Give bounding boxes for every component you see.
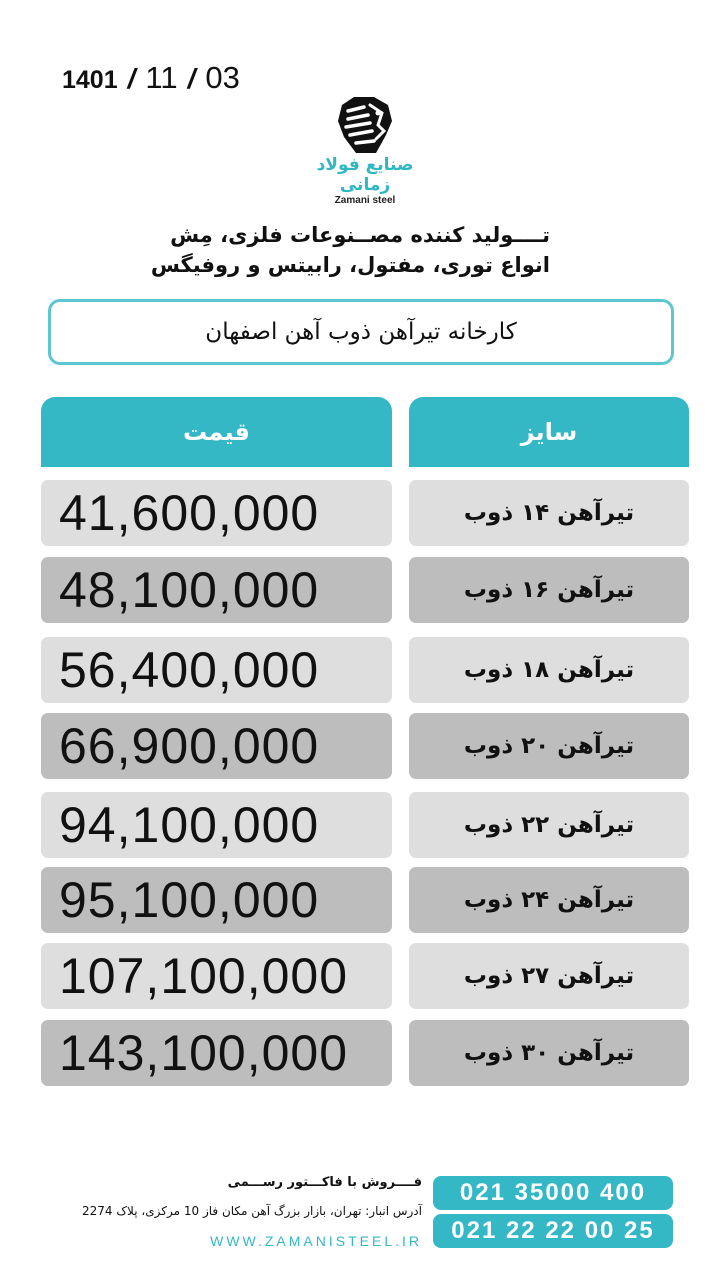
tagline bbox=[150, 220, 550, 280]
footer-address: آدرس انبار: تهران، بازار بزرگ آهن مکان فاز 10 مرکزی، پلاک 2274 bbox=[81, 1204, 422, 1218]
footer-website-link[interactable]: WWW.ZAMANISTEEL.IR bbox=[210, 1233, 422, 1249]
footer-sales-note: فــــروش با فاکـــتور رســـمی bbox=[227, 1175, 422, 1190]
size-cell: تیرآهن ۱۶ ذوب bbox=[409, 557, 689, 623]
tagline-line-1: تــــولید کننده مصــنوعات فلزی، مِش bbox=[170, 223, 550, 247]
size-cell: تیرآهن ۱۸ ذوب bbox=[409, 637, 689, 703]
size-column-header: سایز bbox=[409, 397, 689, 467]
table-row bbox=[0, 792, 720, 858]
phone-number[interactable]: 021 35000 400 bbox=[433, 1176, 673, 1210]
price-cell: 48,100,000 bbox=[41, 557, 392, 623]
date bbox=[62, 60, 240, 100]
price-cell: 95,100,000 bbox=[41, 867, 392, 933]
tagline-line-2: انواع توری، مفتول، رابیتس و روفیگس bbox=[150, 253, 550, 277]
price-cell: 66,900,000 bbox=[41, 713, 392, 779]
logo-text-en: Zamani steel bbox=[334, 195, 396, 206]
size-cell: تیرآهن ۲۲ ذوب bbox=[409, 792, 689, 858]
date-day: 03 bbox=[205, 60, 240, 95]
table-row bbox=[0, 480, 720, 546]
phone-number[interactable]: 021 22 22 00 25 bbox=[433, 1214, 673, 1248]
size-cell: تیرآهن ۳۰ ذوب bbox=[409, 1020, 689, 1086]
size-cell: تیرآهن ۲۰ ذوب bbox=[409, 713, 689, 779]
table-row bbox=[0, 637, 720, 703]
table-row bbox=[0, 1020, 720, 1086]
price-column-header: قیمت bbox=[41, 397, 392, 467]
date-month: 11 bbox=[145, 60, 178, 95]
price-cell: 107,100,000 bbox=[41, 943, 392, 1009]
table-row bbox=[0, 943, 720, 1009]
date-separator: / bbox=[127, 63, 136, 94]
size-cell: تیرآهن ۱۴ ذوب bbox=[409, 480, 689, 546]
price-cell: 94,100,000 bbox=[41, 792, 392, 858]
table-row bbox=[0, 557, 720, 623]
size-cell: تیرآهن ۲۷ ذوب bbox=[409, 943, 689, 1009]
price-cell: 41,600,000 bbox=[41, 480, 392, 546]
logo bbox=[300, 95, 430, 206]
table-row bbox=[0, 713, 720, 779]
size-cell: تیرآهن ۲۴ ذوب bbox=[409, 867, 689, 933]
table-row bbox=[0, 867, 720, 933]
date-year: 1401 bbox=[62, 66, 118, 94]
tiger-head-icon bbox=[334, 95, 396, 157]
date-separator: / bbox=[187, 63, 196, 94]
price-cell: 143,100,000 bbox=[41, 1020, 392, 1086]
price-cell: 56,400,000 bbox=[41, 637, 392, 703]
logo-text-fa: صنایع فولاد زمانی bbox=[316, 155, 414, 195]
factory-title: کارخانه تیرآهن ذوب آهن اصفهان bbox=[48, 299, 674, 365]
